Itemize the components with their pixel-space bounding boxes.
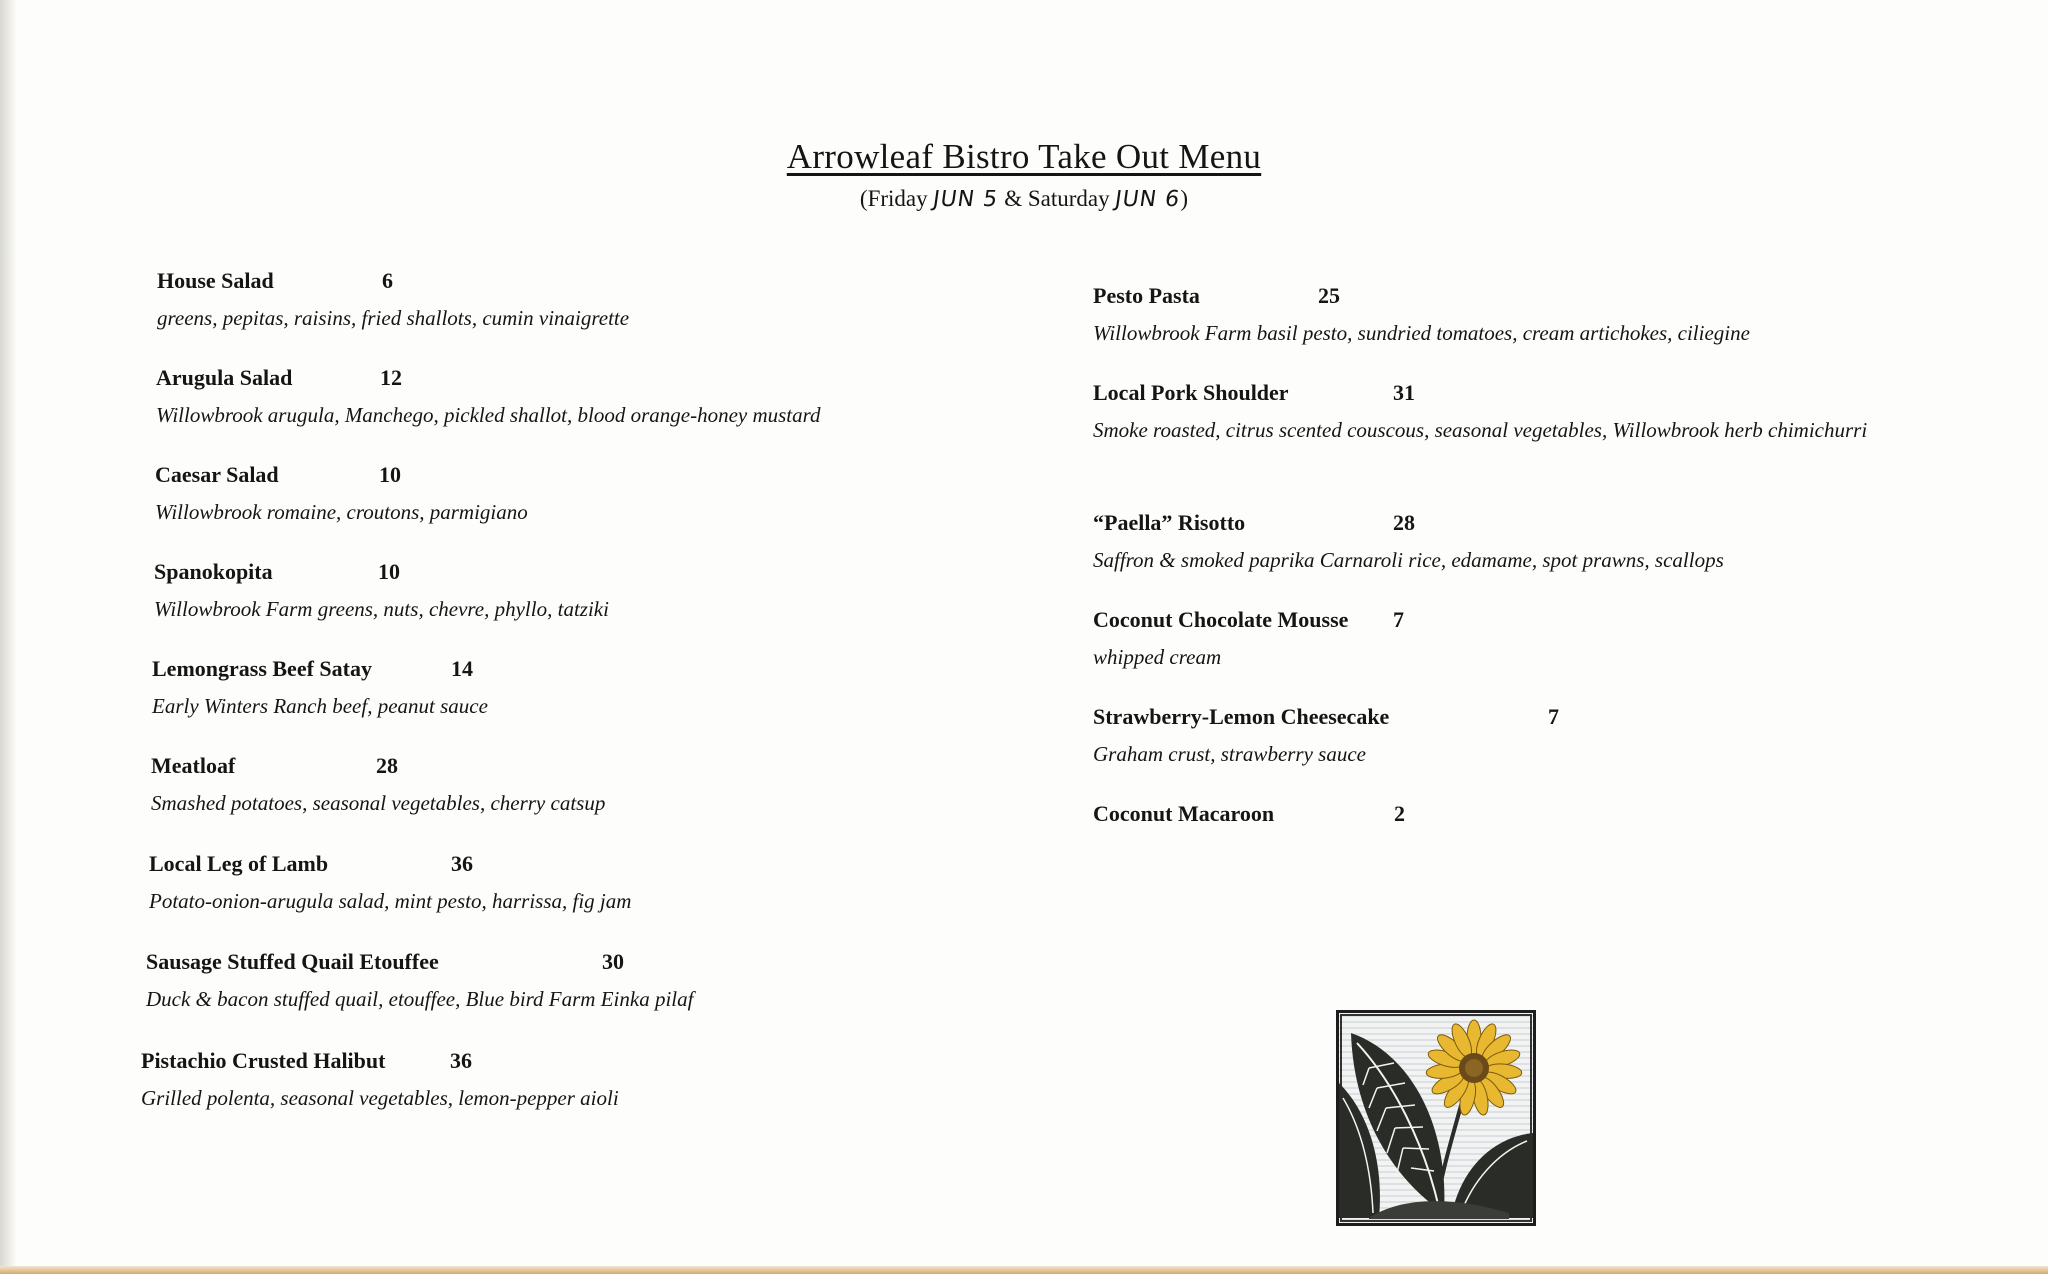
menu-item (157, 268, 629, 335)
menu-item (155, 462, 528, 529)
item-price: 28 (1393, 510, 1415, 535)
item-price: 10 (379, 462, 401, 487)
subtitle-open: (Friday (859, 186, 928, 211)
item-name: Sausage Stuffed Quail Etouffee (146, 949, 439, 974)
item-price: 36 (450, 1048, 472, 1073)
item-description: Willowbrook Farm greens, nuts, chevre, phyllo, tatziki (154, 597, 609, 621)
item-name: “Paella” Risotto (1093, 510, 1246, 535)
item-name: Pesto Pasta (1093, 283, 1200, 308)
item-name: Coconut Chocolate Mousse (1093, 607, 1349, 632)
item-name: Pistachio Crusted Halibut (141, 1048, 386, 1073)
menu-item (149, 851, 631, 918)
item-description: Smashed potatoes, seasonal vegetables, cherry catsup (151, 791, 606, 815)
menu-title: Arrowleaf Bistro Take Out Menu (786, 137, 1262, 176)
item-price: 30 (602, 949, 624, 974)
item-description: Willowbrook arugula, Manchego, pickled shallot, blood orange-honey mustard (156, 403, 821, 427)
item-price: 31 (1393, 380, 1415, 405)
item-name: Arugula Salad (156, 365, 293, 390)
subtitle-mid: & Saturday (1004, 186, 1110, 211)
item-name: Local Pork Shoulder (1093, 380, 1289, 405)
item-price: 12 (380, 365, 402, 390)
item-description: Saffron & smoked paprika Carnaroli rice, edamame, spot prawns, scallops (1093, 548, 1724, 572)
item-price: 28 (376, 753, 398, 778)
item-description: Grilled polenta, seasonal vegetables, lemon-pepper aioli (141, 1086, 619, 1110)
item-name: Meatloaf (151, 753, 236, 778)
item-description: Potato-onion-arugula salad, mint pesto, harrissa, fig jam (149, 889, 632, 913)
menu-item (146, 949, 693, 1016)
item-name: Spanokopita (154, 559, 273, 584)
saturday-date-handwritten: JUN 6 (1113, 187, 1183, 212)
item-description: Willowbrook Farm basil pesto, sundried tomatoes, cream artichokes, ciliegine (1093, 321, 1750, 345)
arrowleaf-logo (1336, 1010, 1536, 1226)
item-name: Strawberry-Lemon Cheesecake (1093, 704, 1390, 729)
item-price: 14 (451, 656, 473, 681)
menu-item (156, 365, 821, 432)
menu-item (154, 559, 609, 626)
friday-date-handwritten: JUN 5 (931, 187, 1001, 212)
item-description: whipped cream (1093, 645, 1222, 669)
menu-item (1093, 510, 1724, 577)
item-name: Local Leg of Lamb (149, 851, 329, 876)
item-price: 2 (1394, 801, 1405, 826)
menu-item (1093, 801, 1405, 827)
item-name: House Salad (157, 268, 274, 293)
menu-item (1093, 283, 1750, 350)
item-name: Lemongrass Beef Satay (152, 656, 372, 681)
item-price: 36 (451, 851, 473, 876)
item-description: Willowbrook romaine, croutons, parmigiano (155, 500, 528, 524)
item-price: 25 (1318, 283, 1340, 308)
item-description: Graham crust, strawberry sauce (1093, 742, 1366, 766)
arrowleaf-balsamroot-woodcut-icon (1339, 1013, 1533, 1223)
item-name: Coconut Macaroon (1093, 801, 1275, 826)
menu-item (1093, 704, 1559, 771)
paper-bottom-edge (0, 1266, 2048, 1274)
item-description: Smoke roasted, citrus scented couscous, seasonal vegetables, Willowbrook herb chimichurri (1093, 418, 1868, 442)
item-description: greens, pepitas, raisins, fried shallots, cumin vinaigrette (157, 306, 630, 330)
item-description: Duck & bacon stuffed quail, etouffee, Blue bird Farm Einka pilaf (146, 987, 694, 1011)
item-price: 7 (1548, 704, 1559, 729)
menu-item (151, 753, 605, 820)
item-price: 7 (1393, 607, 1404, 632)
item-price: 6 (382, 268, 393, 293)
subtitle-close: ) (1180, 186, 1189, 211)
item-description: Early Winters Ranch beef, peanut sauce (152, 694, 488, 718)
item-name: Caesar Salad (155, 462, 279, 487)
menu-item (1093, 380, 1873, 447)
item-price: 10 (378, 559, 400, 584)
menu-item (152, 656, 488, 723)
menu-item (141, 1048, 619, 1115)
menu-item (1093, 607, 1404, 674)
menu-subtitle (0, 186, 2048, 212)
